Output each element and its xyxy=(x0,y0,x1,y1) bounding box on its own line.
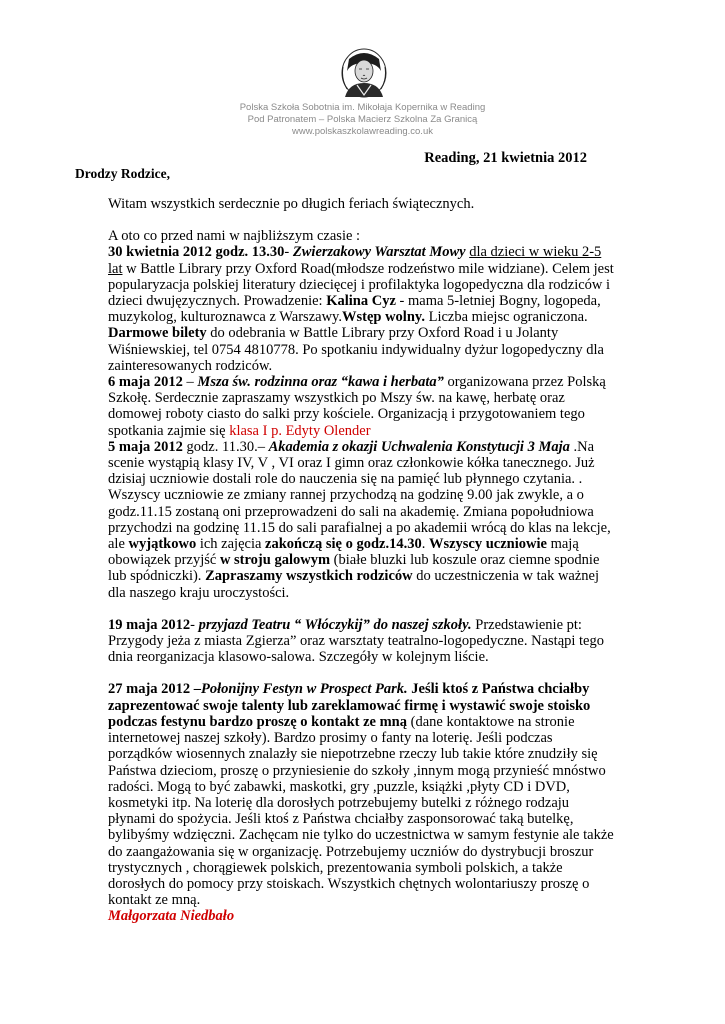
intro: A oto co przed nami w najbliższym czasie : xyxy=(108,228,361,245)
header-website: www.polskaszkolawreading.co.uk xyxy=(292,126,433,137)
school-logo-portrait xyxy=(337,45,391,99)
salutation: Drodzy Rodzice, xyxy=(75,166,170,181)
event-theatre-title: przyjazd Teatru “ Włóczykij” do naszej szkoły. xyxy=(198,616,472,633)
event-workshop-host: Kalina Cyz xyxy=(326,293,396,310)
event-theatre: 19 maja 2012- przyjazd Teatru “ Włóczykij” do naszej szkoły. Przedstawienie pt: Przygody jeża z miasta Zgierza” oraz warsztaty teatralno-logopedyczne. Nastąpi tego dnia reorganizacja klasowo-salowa. Szczegóły w kolejnym liście. xyxy=(108,616,604,666)
event-mass-class: klasa I p. Edyty Olender xyxy=(229,422,371,439)
school-header xyxy=(0,102,725,138)
signature: Małgorzata Niedbało xyxy=(108,908,235,925)
event-festival-date: 27 maja 2012 xyxy=(108,681,191,698)
event-mass-date: 6 maja 2012 xyxy=(108,374,183,391)
event-academy-date: 5 maja 2012 xyxy=(108,438,183,455)
event-workshop-audience: dla dzieci w wieku 2-5 lat xyxy=(108,244,602,277)
event-mass-title: Msza św. rodzinna oraz “kawa i herbata” xyxy=(197,374,444,391)
header-school-name: Polska Szkoła Sobotnia im. Mikołaja Kopernika w Reading xyxy=(239,102,486,113)
letter-date: Reading, 21 kwietnia 2012 xyxy=(424,150,587,166)
letter-body xyxy=(108,196,618,925)
event-academy-title: Akademia z okazji Uchwalenia Konstytucji 3 Maja xyxy=(268,438,570,455)
event-festival: 27 maja 2012 –Połonijny Festyn w Prospect Park. Jeśli ktoś z Państwa chciałby zaprezentować swoje talenty lub zareklamować firmę i wystawić swoje stoisko podczas festynu bardzo proszę o kontakt ze mną (dane kontaktowe na stronie internetowej naszej szkoły). Bardzo prosimy o fanty na loterię. Jeśli podczas porządków wiosennych znalazły sie niepotrzebne rzeczy lub takie które znudziły się Państwa dzieciom, proszę o przyniesienie do szkoły ,innym mogą przynieść mnóstwo radości. Mogą to być zabawki, maskotki, gry ,puzzle, książki ,płyty CD i DVD, kosmetyki itp. Na loterię dla dorosłych potrzebujemy butelki z różnego rodzaju płynami do spożycia. Jeśli ktoś z Państwa chciałby zasponsorować taką butelkę, bylibyśmy wdzięczni. Zachęcam nie tylko do uczestnictwa w samym festynie ale także do zaangażowania się w organizację. Potrzebujemy uczniów do dystrybucji broszur trystycznych , chorągiewek polskich, prezentowania symboli polskich, a także dorosłych do pomocy przy stoiskach. Wszystkich chętnych wolontariuszy proszę o kontakt ze mną. xyxy=(108,681,614,909)
event-workshop-title: Zwierzakowy Warsztat Mowy xyxy=(292,244,466,261)
event-festival-title: Połonijny Festyn w Prospect Park. xyxy=(201,681,408,698)
event-theatre-date: 19 maja 2012 xyxy=(108,616,191,633)
event-workshop-date: 30 kwietnia 2012 godz. 13.30 xyxy=(108,244,285,261)
event-mass: 6 maja 2012 – Msza św. rodzinna oraz “kawa i herbata” organizowana przez Polską Szkołę. Serdecznie zapraszamy wszystkich po Mszy św. na kawę, herbatę oraz domowej roboty ciasto do salki przy kościele. Organizacją i przygotowaniem tego spotkania zajmie się klasa I p. Edyty Olender xyxy=(108,374,606,439)
event-workshop: 30 kwietnia 2012 godz. 13.30- Zwierzakowy Warsztat Mowy dla dzieci w wieku 2-5 lat w Battle Library przy Oxford Road(młodsze rodzeństwo mile widziane). Celem jest popularyzacja polskiej literatury dziecięcej i profilaktyka logopedyczna dla rodziców i dzieci dwujęzycznych. Prowadzenie: Kalina Cyz - mama 5-letniej Bogny, logopeda, muzykolog, kulturoznawca z Warszawy.Wstęp wolny. Liczba miejsc ograniczona. Darmowe bilety do odebrania w Battle Library przy Oxford Road i u Jolanty Wiśniewskiej, tel 0754 4810778. Po spotkaniu indywidualny dyżur logopedyczny dla zainteresowanych rodziców. xyxy=(108,244,614,374)
greeting: Witam wszystkich serdecznie po długich feriach świątecznych. xyxy=(108,196,475,212)
header-patronage: Pod Patronatem – Polska Macierz Szkolna Za Granicą xyxy=(247,114,478,125)
event-academy: 5 maja 2012 godz. 11.30.– Akademia z okazji Uchwalenia Konstytucji 3 Maja .Na scenie wystąpią klasy IV, V , VI oraz I gimn oraz członkowie kółka tanecznego. Już dzisiaj uczniowie dostali role do nauczenia się na pamięć lub płynnego czytania. . Wszyscy uczniowie ze zmiany rannej przychodzą na godzinę 9.00 jak zwykle, a o godz.11.15 zostaną oni przeprowadzeni do sali na akademię. Zmiana popołudniowa przychodzi na godzinę 11.15 do sali parafialnej a po akademii wrócą do klas na lekcje, ale wyjątkowo ich zajęcia zakończą się o godz.14.30. Wszyscy uczniowie mają obowiązek przyjść w stroju galowym (białe bluzki lub koszule oraz ciemne spodnie lub spódniczki). Zapraszamy wszystkich rodziców do uczestniczenia w tak ważnej dla naszego kraju uroczystości. xyxy=(108,438,611,601)
